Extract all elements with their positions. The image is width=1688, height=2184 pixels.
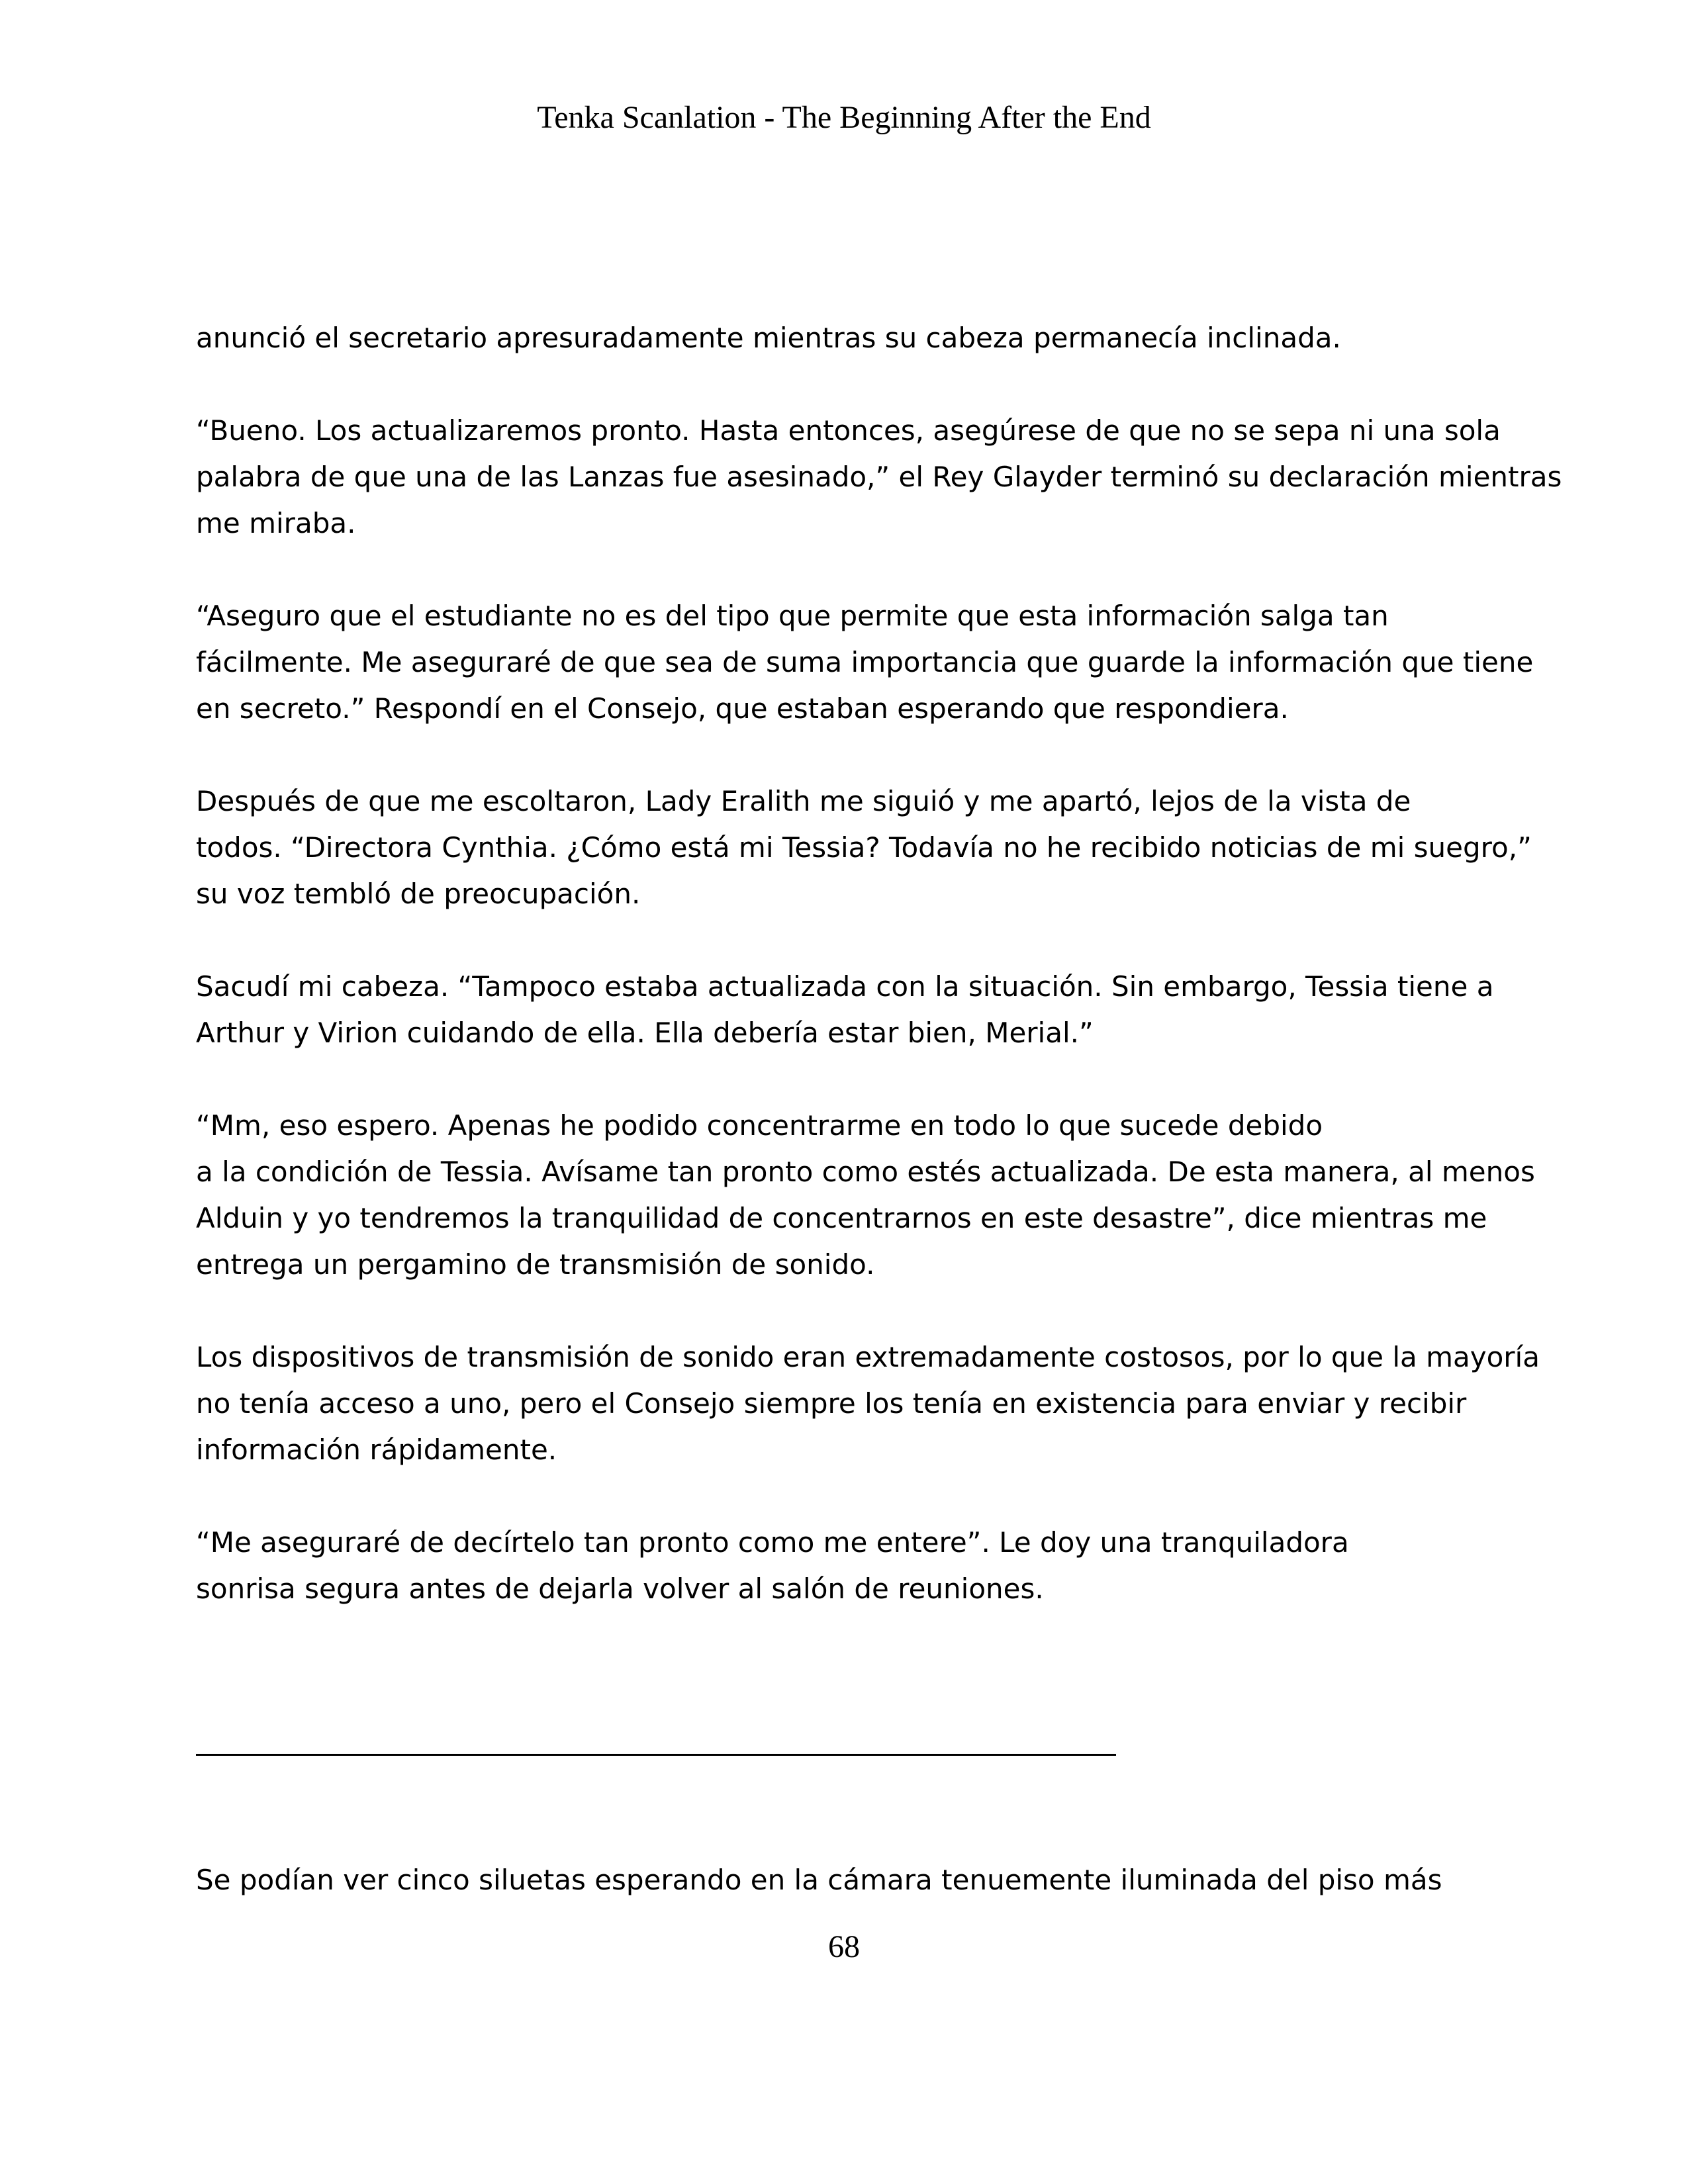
text-line: Sacudí mi cabeza. “Tampoco estaba actualizada con la situación. Sin embargo, Tessia tiene a xyxy=(196,970,1494,1003)
paragraph xyxy=(196,1334,1540,1473)
paragraph xyxy=(196,1520,1513,1612)
text-line: Después de que me escoltaron, Lady Eralith me siguió y me apartó, lejos de la vista de xyxy=(196,785,1411,817)
text-line: entrega un pergamino de transmisión de sonido. xyxy=(196,1248,875,1281)
text-line: sonrisa segura antes de dejarla volver al salón de reuniones. xyxy=(196,1572,1044,1605)
text-line: Arthur y Virion cuidando de ella. Ella debería estar bien, Merial.” xyxy=(196,1017,1094,1049)
text-line: no tenía acceso a uno, pero el Consejo siempre los tenía en existencia para enviar y recibir xyxy=(196,1387,1467,1420)
text-line: todos. “Directora Cynthia. ¿Cómo está mi Tessia? Todavía no he recibido noticias de mi suegro,” xyxy=(196,831,1532,864)
paragraph-after-separator: Se podían ver cinco siluetas esperando en la cámara tenuemente iluminada del piso más xyxy=(196,1864,1442,1896)
paragraph xyxy=(196,964,1513,1056)
text-line: su voz tembló de preocupación. xyxy=(196,878,641,910)
page-number: 68 xyxy=(828,1929,860,1964)
text-line: Los dispositivos de transmisión de sonido eran extremadamente costosos, por lo que la mayoría xyxy=(196,1341,1540,1373)
text-line: en secreto.” Respondí en el Consejo, que estaban esperando que respondiera. xyxy=(196,692,1289,725)
paragraph xyxy=(196,1103,1535,1288)
text-line: anunció el secretario apresuradamente mientras su cabeza permanecía inclinada. xyxy=(196,322,1341,354)
text-line: información rápidamente. xyxy=(196,1433,557,1466)
text-line: fácilmente. Me aseguraré de que sea de suma importancia que guarde la información que tiene xyxy=(196,646,1534,678)
text-line: me miraba. xyxy=(196,507,356,539)
document-body xyxy=(196,315,1562,1659)
text-line: “Bueno. Los actualizaremos pronto. Hasta entonces, asegúrese de que no se sepa ni una sola xyxy=(196,414,1501,447)
paragraph xyxy=(196,593,1534,732)
text-line: “Aseguro que el estudiante no es del tipo que permite que esta información salga tan xyxy=(196,600,1389,632)
text-line: “Me aseguraré de decírtelo tan pronto como me entere”. Le doy una tranquiladora xyxy=(196,1526,1349,1559)
paragraph xyxy=(196,408,1562,547)
text-line: palabra de que una de las Lanzas fue asesinado,” el Rey Glayder terminó su declaración mientras xyxy=(196,461,1562,493)
page-header-title: Tenka Scanlation - The Beginning After the End xyxy=(537,100,1151,135)
text-line: Alduin y yo tendremos la tranquilidad de concentrarnos en este desastre”, dice mientras me xyxy=(196,1202,1487,1234)
paragraph xyxy=(196,315,1513,361)
scene-separator-line xyxy=(196,1754,1116,1756)
text-line: a la condición de Tessia. Avísame tan pronto como estés actualizada. De esta manera, al menos xyxy=(196,1156,1535,1188)
text-line: “Mm, eso espero. Apenas he podido concentrarme en todo lo que sucede debido xyxy=(196,1109,1323,1142)
paragraph xyxy=(196,778,1532,917)
